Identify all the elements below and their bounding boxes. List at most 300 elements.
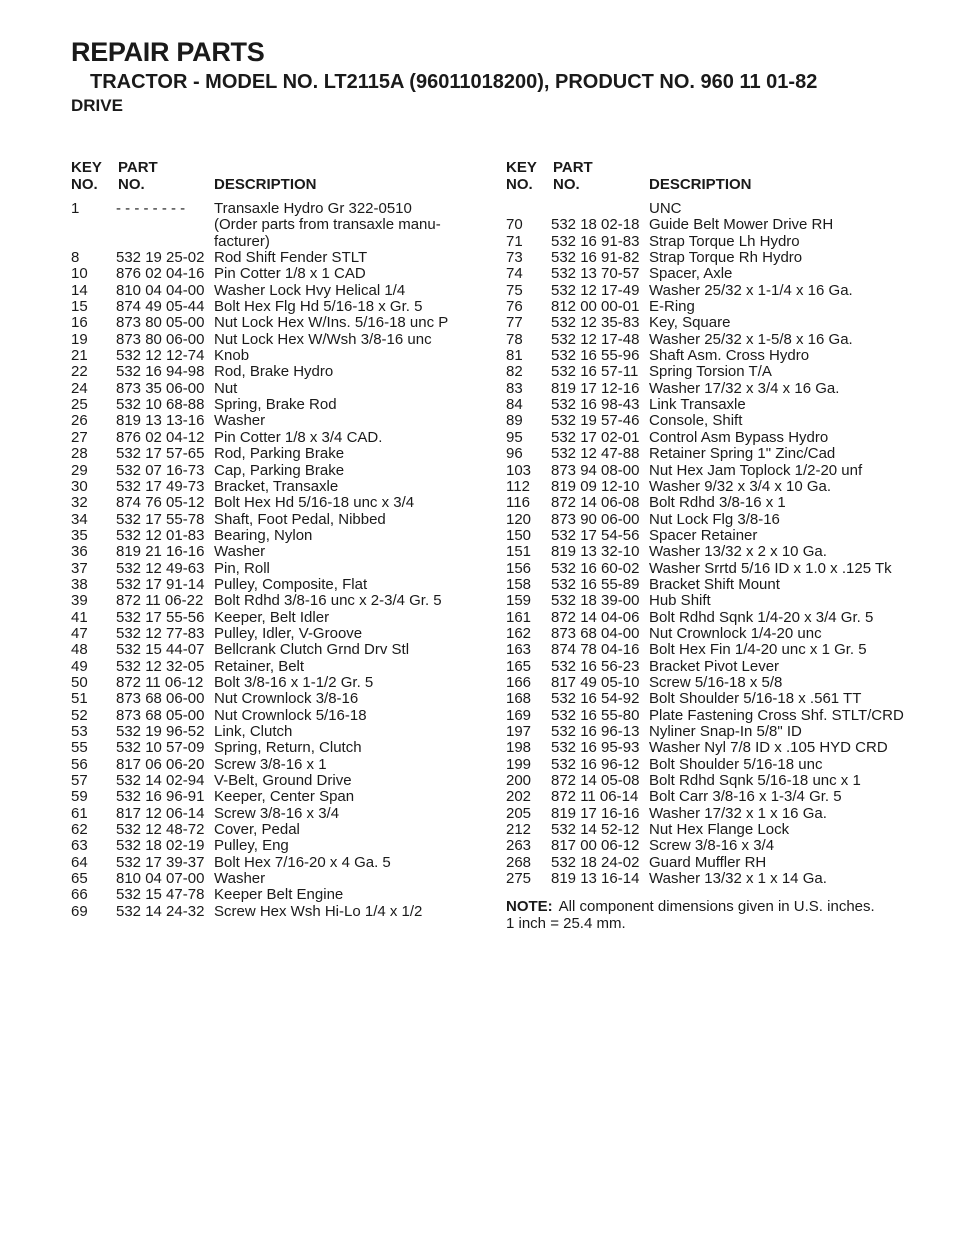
part-description: Nut Crownlock 5/16-18 <box>214 706 367 724</box>
part-description: Screw Hex Wsh Hi-Lo 1/4 x 1/2 <box>214 902 423 920</box>
part-description: Bolt Shoulder 5/16-18 unc <box>649 755 823 773</box>
part-number: 819 17 16-16 <box>551 804 640 822</box>
part-number: 532 17 39-37 <box>116 853 205 871</box>
section-heading: DRIVE <box>71 96 123 115</box>
part-description: Bolt Rdhd Sqnk 5/16-18 unc x 1 <box>649 772 861 790</box>
parts-row <box>506 593 926 609</box>
part-number: 819 13 32-10 <box>551 543 640 561</box>
part-number: 872 14 05-08 <box>551 772 640 790</box>
part-number: 532 17 55-78 <box>116 510 205 528</box>
parts-row <box>506 675 926 691</box>
parts-row <box>71 430 491 446</box>
part-number: 874 76 05-12 <box>116 494 205 512</box>
part-number: 532 17 55-56 <box>116 608 205 626</box>
key-number: 84 <box>506 396 523 414</box>
key-number: 59 <box>71 788 88 806</box>
key-number: 34 <box>71 510 88 528</box>
part-description: Bolt Rdhd Sqnk 1/4-20 x 3/4 Gr. 5 <box>649 608 874 626</box>
part-description: Washer 25/32 x 1-1/4 x 16 Ga. <box>649 281 853 299</box>
key-number: 268 <box>506 853 532 871</box>
part-number: 532 18 02-18 <box>551 216 640 234</box>
key-number: 25 <box>71 396 88 414</box>
key-number: 56 <box>71 755 88 773</box>
parts-row <box>506 561 926 577</box>
part-number: 819 17 12-16 <box>551 379 640 397</box>
parts-row <box>71 283 491 299</box>
key-number: 81 <box>506 347 523 365</box>
part-number: 532 16 55-89 <box>551 575 640 593</box>
key-number: 96 <box>506 445 523 463</box>
key-number <box>506 201 551 217</box>
key-number: 29 <box>71 461 88 479</box>
part-number: 532 19 25-02 <box>116 249 205 267</box>
parts-row <box>71 348 491 364</box>
part-description: Bolt Hex Hd 5/16-18 unc x 3/4 <box>214 494 415 512</box>
part-description: Console, Shift <box>649 412 743 430</box>
part-header-line2: NO. <box>553 176 580 193</box>
key-header-line1: KEY <box>71 159 102 176</box>
part-description: Bolt Rdhd 3/8-16 unc x 2-3/4 Gr. 5 <box>214 592 442 610</box>
key-number: 51 <box>71 690 88 708</box>
key-number: 166 <box>506 673 532 691</box>
part-description: Guide Belt Mower Drive RH <box>649 216 834 234</box>
key-number: 26 <box>71 412 88 430</box>
part-description: Washer Lock Hvy Helical 1/4 <box>214 281 406 299</box>
parts-row <box>506 495 926 511</box>
key-number: 62 <box>71 821 88 839</box>
part-number: 532 12 01-83 <box>116 526 205 544</box>
part-number: 532 15 47-78 <box>116 886 205 904</box>
key-number: 27 <box>71 428 88 446</box>
part-header-line1: PART <box>118 159 158 176</box>
parts-row <box>506 430 926 446</box>
parts-row <box>71 364 491 380</box>
parts-row <box>71 495 491 511</box>
part-number: 532 12 48-72 <box>116 821 205 839</box>
parts-row <box>71 871 491 887</box>
part-number: 810 04 07-00 <box>116 870 205 888</box>
part-number: 532 17 91-14 <box>116 575 205 593</box>
part-number: 817 49 05-10 <box>551 673 640 691</box>
key-number: 162 <box>506 624 532 642</box>
key-number: 75 <box>506 281 523 299</box>
key-number: 120 <box>506 510 532 528</box>
dimension-note <box>506 899 926 932</box>
part-number: 810 04 04-00 <box>116 281 205 299</box>
key-number: 37 <box>71 559 88 577</box>
part-description: Control Asm Bypass Hydro <box>649 428 829 446</box>
part-description: Keeper, Center Span <box>214 788 355 806</box>
part-description: Cover, Pedal <box>214 821 300 839</box>
key-number: 47 <box>71 624 88 642</box>
part-description: Screw 5/16-18 x 5/8 <box>649 673 783 691</box>
part-number: 532 14 52-12 <box>551 821 640 839</box>
part-description: Nut Hex Jam Toplock 1/2-20 unf <box>649 461 863 479</box>
parts-row <box>506 413 926 429</box>
key-number: 165 <box>506 657 532 675</box>
key-number: 10 <box>71 265 88 283</box>
note-text-line1: All component dimensions given in U.S. inches. <box>558 898 875 916</box>
part-number: 532 14 24-32 <box>116 902 205 920</box>
key-number: 19 <box>71 330 88 348</box>
part-number: 532 17 57-65 <box>116 445 205 463</box>
key-number: 161 <box>506 608 532 626</box>
parts-row <box>71 757 491 773</box>
part-description: Washer Nyl 7/8 ID x .105 HYD CRD <box>649 739 888 757</box>
key-number: 205 <box>506 804 532 822</box>
part-description: Bolt Hex Fin 1/4-20 unc x 1 Gr. 5 <box>649 641 867 659</box>
part-description: Nut Hex Flange Lock <box>649 821 790 839</box>
part-description: Bolt Hex 7/16-20 x 4 Ga. 5 <box>214 853 391 871</box>
key-number: 65 <box>71 870 88 888</box>
part-description: Hub Shift <box>649 592 711 610</box>
key-number: 39 <box>71 592 88 610</box>
key-number: 61 <box>71 804 88 822</box>
parts-row <box>71 512 491 528</box>
part-number: 532 16 56-23 <box>551 657 640 675</box>
part-description: Knob <box>214 347 250 365</box>
key-number: 169 <box>506 706 532 724</box>
parts-row <box>71 626 491 642</box>
part-description: Nut Lock Flg 3/8-16 <box>649 510 780 528</box>
key-number: 150 <box>506 526 532 544</box>
parts-row <box>71 266 491 282</box>
parts-column-left <box>71 160 491 920</box>
key-number: 71 <box>506 232 523 250</box>
part-number: 532 10 68-88 <box>116 396 205 414</box>
part-number: 532 16 98-43 <box>551 396 640 414</box>
parts-row <box>506 201 926 217</box>
part-description: Plate Fastening Cross Shf. STLT/CRD <box>649 706 904 724</box>
part-description: Spring, Brake Rod <box>214 396 337 414</box>
part-description: Washer <box>214 412 266 430</box>
parts-row <box>506 642 926 658</box>
key-number: 55 <box>71 739 88 757</box>
part-description: Screw 3/8-16 x 3/4 <box>214 804 340 822</box>
parts-row <box>71 855 491 871</box>
part-description: Bracket Pivot Lever <box>649 657 780 675</box>
key-number: 41 <box>71 608 88 626</box>
key-number: 275 <box>506 870 532 888</box>
part-description: V-Belt, Ground Drive <box>214 772 352 790</box>
part-description: Key, Square <box>649 314 731 332</box>
key-number: 48 <box>71 641 88 659</box>
part-number: 532 12 17-48 <box>551 330 640 348</box>
parts-row <box>506 234 926 250</box>
part-number: 819 21 16-16 <box>116 543 205 561</box>
part-number: 817 12 06-14 <box>116 804 205 822</box>
parts-row <box>71 610 491 626</box>
key-number: 73 <box>506 249 523 267</box>
part-number: 873 35 06-00 <box>116 379 205 397</box>
parts-row <box>506 773 926 789</box>
part-description: Link Transaxle <box>649 396 746 414</box>
part-description: Rod Shift Fender STLT <box>214 249 368 267</box>
key-number: 77 <box>506 314 523 332</box>
parts-row <box>71 201 491 250</box>
part-description: Pin Cotter 1/8 x 1 CAD <box>214 265 366 283</box>
description-header: DESCRIPTION <box>214 176 317 193</box>
parts-row <box>506 463 926 479</box>
part-number: 532 12 17-49 <box>551 281 640 299</box>
parts-row <box>506 266 926 282</box>
part-number: 819 13 13-16 <box>116 412 205 430</box>
key-number: 95 <box>506 428 523 446</box>
parts-row <box>71 413 491 429</box>
part-number: 532 10 57-09 <box>116 739 205 757</box>
part-description: Guard Muffler RH <box>649 853 767 871</box>
parts-row <box>71 397 491 413</box>
part-description: Spacer, Axle <box>649 265 733 283</box>
key-number: 22 <box>71 363 88 381</box>
key-number: 1 <box>71 200 80 217</box>
part-number: 873 90 06-00 <box>551 510 640 528</box>
parts-row <box>506 283 926 299</box>
part-number: 872 11 06-22 <box>116 592 204 610</box>
key-number: 66 <box>71 886 88 904</box>
parts-list-right <box>506 201 926 887</box>
part-description: Bracket Shift Mount <box>649 575 780 593</box>
parts-row <box>506 789 926 805</box>
key-number: 35 <box>71 526 88 544</box>
part-description: Bolt Shoulder 5/16-18 x .561 TT <box>649 690 862 708</box>
key-number: 57 <box>71 772 88 790</box>
key-number: 197 <box>506 723 532 740</box>
parts-row <box>71 675 491 691</box>
parts-row <box>506 446 926 462</box>
key-number: 78 <box>506 330 523 348</box>
part-number: 819 13 16-14 <box>551 870 640 888</box>
note-label: NOTE: <box>506 898 553 916</box>
parts-row <box>71 250 491 266</box>
part-description: Screw 3/8-16 x 1 <box>214 755 327 773</box>
parts-row <box>71 528 491 544</box>
key-number: 263 <box>506 837 532 855</box>
key-number: 82 <box>506 363 523 381</box>
parts-row <box>71 822 491 838</box>
parts-row <box>506 528 926 544</box>
parts-row <box>506 315 926 331</box>
parts-row <box>506 217 926 233</box>
note-text-line2: 1 inch = 25.4 mm. <box>506 914 626 932</box>
part-description: Pulley, Idler, V-Groove <box>214 624 363 642</box>
part-description: Washer 17/32 x 3/4 x 16 Ga. <box>649 379 840 397</box>
part-description: Washer <box>214 543 266 561</box>
key-number: 159 <box>506 592 532 610</box>
part-description: Rod, Parking Brake <box>214 445 345 463</box>
page-title: REPAIR PARTS <box>71 37 265 67</box>
part-number: 873 80 06-00 <box>116 330 205 348</box>
parts-row <box>71 659 491 675</box>
part-number: 532 17 49-73 <box>116 477 205 495</box>
part-description: Bolt Hex Flg Hd 5/16-18 x Gr. 5 <box>214 298 423 316</box>
key-number: 168 <box>506 690 532 708</box>
part-number: 872 14 06-08 <box>551 494 640 512</box>
part-description: Bolt Carr 3/8-16 x 1-3/4 Gr. 5 <box>649 788 842 806</box>
part-description: Keeper Belt Engine <box>214 886 344 904</box>
key-number: 112 <box>506 477 530 495</box>
part-number: 532 16 95-93 <box>551 739 640 757</box>
parts-row <box>71 789 491 805</box>
column-header <box>506 160 926 196</box>
part-number: 532 17 54-56 <box>551 526 640 544</box>
part-number: 532 12 47-88 <box>551 445 640 463</box>
part-description: Strap Torque Lh Hydro <box>649 232 800 250</box>
key-number: 212 <box>506 821 532 839</box>
part-description: Bellcrank Clutch Grnd Drv Stl <box>214 641 410 659</box>
key-number: 53 <box>71 723 88 740</box>
part-description: Nut <box>214 379 238 397</box>
part-description: Strap Torque Rh Hydro <box>649 249 803 267</box>
key-number: 36 <box>71 543 88 561</box>
part-description: Transaxle Hydro Gr 322-0510 (Order parts from transaxle manu- facturer) <box>214 200 441 250</box>
key-number: 49 <box>71 657 88 675</box>
part-description: Nut Crownlock 1/4-20 unc <box>649 624 822 642</box>
key-number: 202 <box>506 788 532 806</box>
part-number: 532 19 96-52 <box>116 723 205 740</box>
parts-row <box>506 822 926 838</box>
part-number: 532 16 54-92 <box>551 690 640 708</box>
part-description: Bolt Rdhd 3/8-16 x 1 <box>649 494 786 512</box>
part-number: 532 16 96-12 <box>551 755 640 773</box>
key-number: 163 <box>506 641 532 659</box>
part-description: Link, Clutch <box>214 723 293 740</box>
part-description: Spring, Return, Clutch <box>214 739 362 757</box>
parts-row <box>506 397 926 413</box>
part-description: Keeper, Belt Idler <box>214 608 330 626</box>
parts-row <box>71 577 491 593</box>
part-description: Shaft Asm. Cross Hydro <box>649 347 810 365</box>
part-number: 532 12 12-74 <box>116 347 205 365</box>
part-number: 873 80 05-00 <box>116 314 205 332</box>
parts-row <box>506 659 926 675</box>
parts-row <box>506 299 926 315</box>
part-number: 532 12 32-05 <box>116 657 205 675</box>
parts-row <box>506 724 926 740</box>
key-number: 63 <box>71 837 88 855</box>
parts-row <box>71 708 491 724</box>
parts-row <box>506 250 926 266</box>
part-number: 532 16 94-98 <box>116 363 205 381</box>
parts-row <box>506 512 926 528</box>
parts-row <box>71 740 491 756</box>
part-description: Nut Lock Hex W/Ins. 5/16-18 unc P <box>214 314 449 332</box>
parts-row <box>506 740 926 756</box>
part-description: Cap, Parking Brake <box>214 461 345 479</box>
part-number: 532 17 02-01 <box>551 428 640 446</box>
part-number: 876 02 04-16 <box>116 265 205 283</box>
part-number: 873 68 04-00 <box>551 624 640 642</box>
part-description: Pulley, Composite, Flat <box>214 575 368 593</box>
part-number: 874 49 05-44 <box>116 298 205 316</box>
part-description: Shaft, Foot Pedal, Nibbed <box>214 510 386 528</box>
parts-row <box>71 446 491 462</box>
part-number: 532 16 57-11 <box>551 363 639 381</box>
part-description: Washer 13/32 x 2 x 10 Ga. <box>649 543 827 561</box>
parts-row <box>506 610 926 626</box>
part-number: 876 02 04-12 <box>116 428 205 446</box>
part-number: 532 16 96-13 <box>551 723 640 740</box>
part-description: Bearing, Nylon <box>214 526 313 544</box>
parts-row <box>71 332 491 348</box>
part-number: 532 18 39-00 <box>551 592 640 610</box>
parts-row <box>71 593 491 609</box>
part-description: Spring Torsion T/A <box>649 363 772 381</box>
key-number: 28 <box>71 445 88 463</box>
part-number: 532 15 44-07 <box>116 641 205 659</box>
key-number: 151 <box>506 543 532 561</box>
parts-row <box>506 364 926 380</box>
part-number: 817 06 06-20 <box>116 755 205 773</box>
part-description: Retainer, Belt <box>214 657 305 675</box>
part-number: 872 11 06-12 <box>116 673 204 691</box>
parts-column-right <box>506 160 926 932</box>
part-description: Bolt 3/8-16 x 1-1/2 Gr. 5 <box>214 673 374 691</box>
key-number: 156 <box>506 559 532 577</box>
key-number: 116 <box>506 494 530 512</box>
part-number: 532 16 55-96 <box>551 347 640 365</box>
part-number: 873 68 05-00 <box>116 706 205 724</box>
part-number: 819 09 12-10 <box>551 477 640 495</box>
part-description: Pin Cotter 1/8 x 3/4 CAD. <box>214 428 383 446</box>
part-number: - - - - - - - - <box>116 200 186 217</box>
part-number: 532 16 96-91 <box>116 788 205 806</box>
part-description: Spacer Retainer <box>649 526 758 544</box>
part-number: 532 19 57-46 <box>551 412 640 430</box>
parts-row <box>71 691 491 707</box>
part-description: Pulley, Eng <box>214 837 289 855</box>
part-description: Nut Lock Hex W/Wsh 3/8-16 unc <box>214 330 432 348</box>
key-number: 199 <box>506 755 532 773</box>
part-number: 872 14 04-06 <box>551 608 640 626</box>
parts-row <box>71 773 491 789</box>
parts-row <box>506 332 926 348</box>
parts-row <box>506 544 926 560</box>
parts-row <box>71 887 491 903</box>
parts-row <box>71 315 491 331</box>
part-number: 532 13 70-57 <box>551 265 640 283</box>
parts-row <box>506 806 926 822</box>
parts-row <box>71 904 491 920</box>
key-number: 16 <box>71 314 88 332</box>
parts-row <box>71 838 491 854</box>
part-description: E-Ring <box>649 298 695 316</box>
parts-row <box>506 757 926 773</box>
key-number: 89 <box>506 412 523 430</box>
part-number: 817 00 06-12 <box>551 837 640 855</box>
parts-row <box>506 626 926 642</box>
part-number: 532 12 77-83 <box>116 624 205 642</box>
key-number: 76 <box>506 298 523 316</box>
part-number: 532 16 60-02 <box>551 559 640 577</box>
parts-row <box>71 806 491 822</box>
part-number: 532 18 24-02 <box>551 853 640 871</box>
parts-row <box>506 708 926 724</box>
key-number: 69 <box>71 902 88 920</box>
part-number: 532 14 02-94 <box>116 772 205 790</box>
part-number: 532 16 91-83 <box>551 232 640 250</box>
key-number: 32 <box>71 494 88 512</box>
part-number: 532 16 91-82 <box>551 249 640 267</box>
key-number: 198 <box>506 739 532 757</box>
part-description: Rod, Brake Hydro <box>214 363 334 381</box>
column-header <box>71 160 491 196</box>
part-number: 874 78 04-16 <box>551 641 640 659</box>
parts-row <box>506 381 926 397</box>
part-number: 873 68 06-00 <box>116 690 205 708</box>
key-number: 15 <box>71 298 88 316</box>
part-number: 872 11 06-14 <box>551 788 639 806</box>
